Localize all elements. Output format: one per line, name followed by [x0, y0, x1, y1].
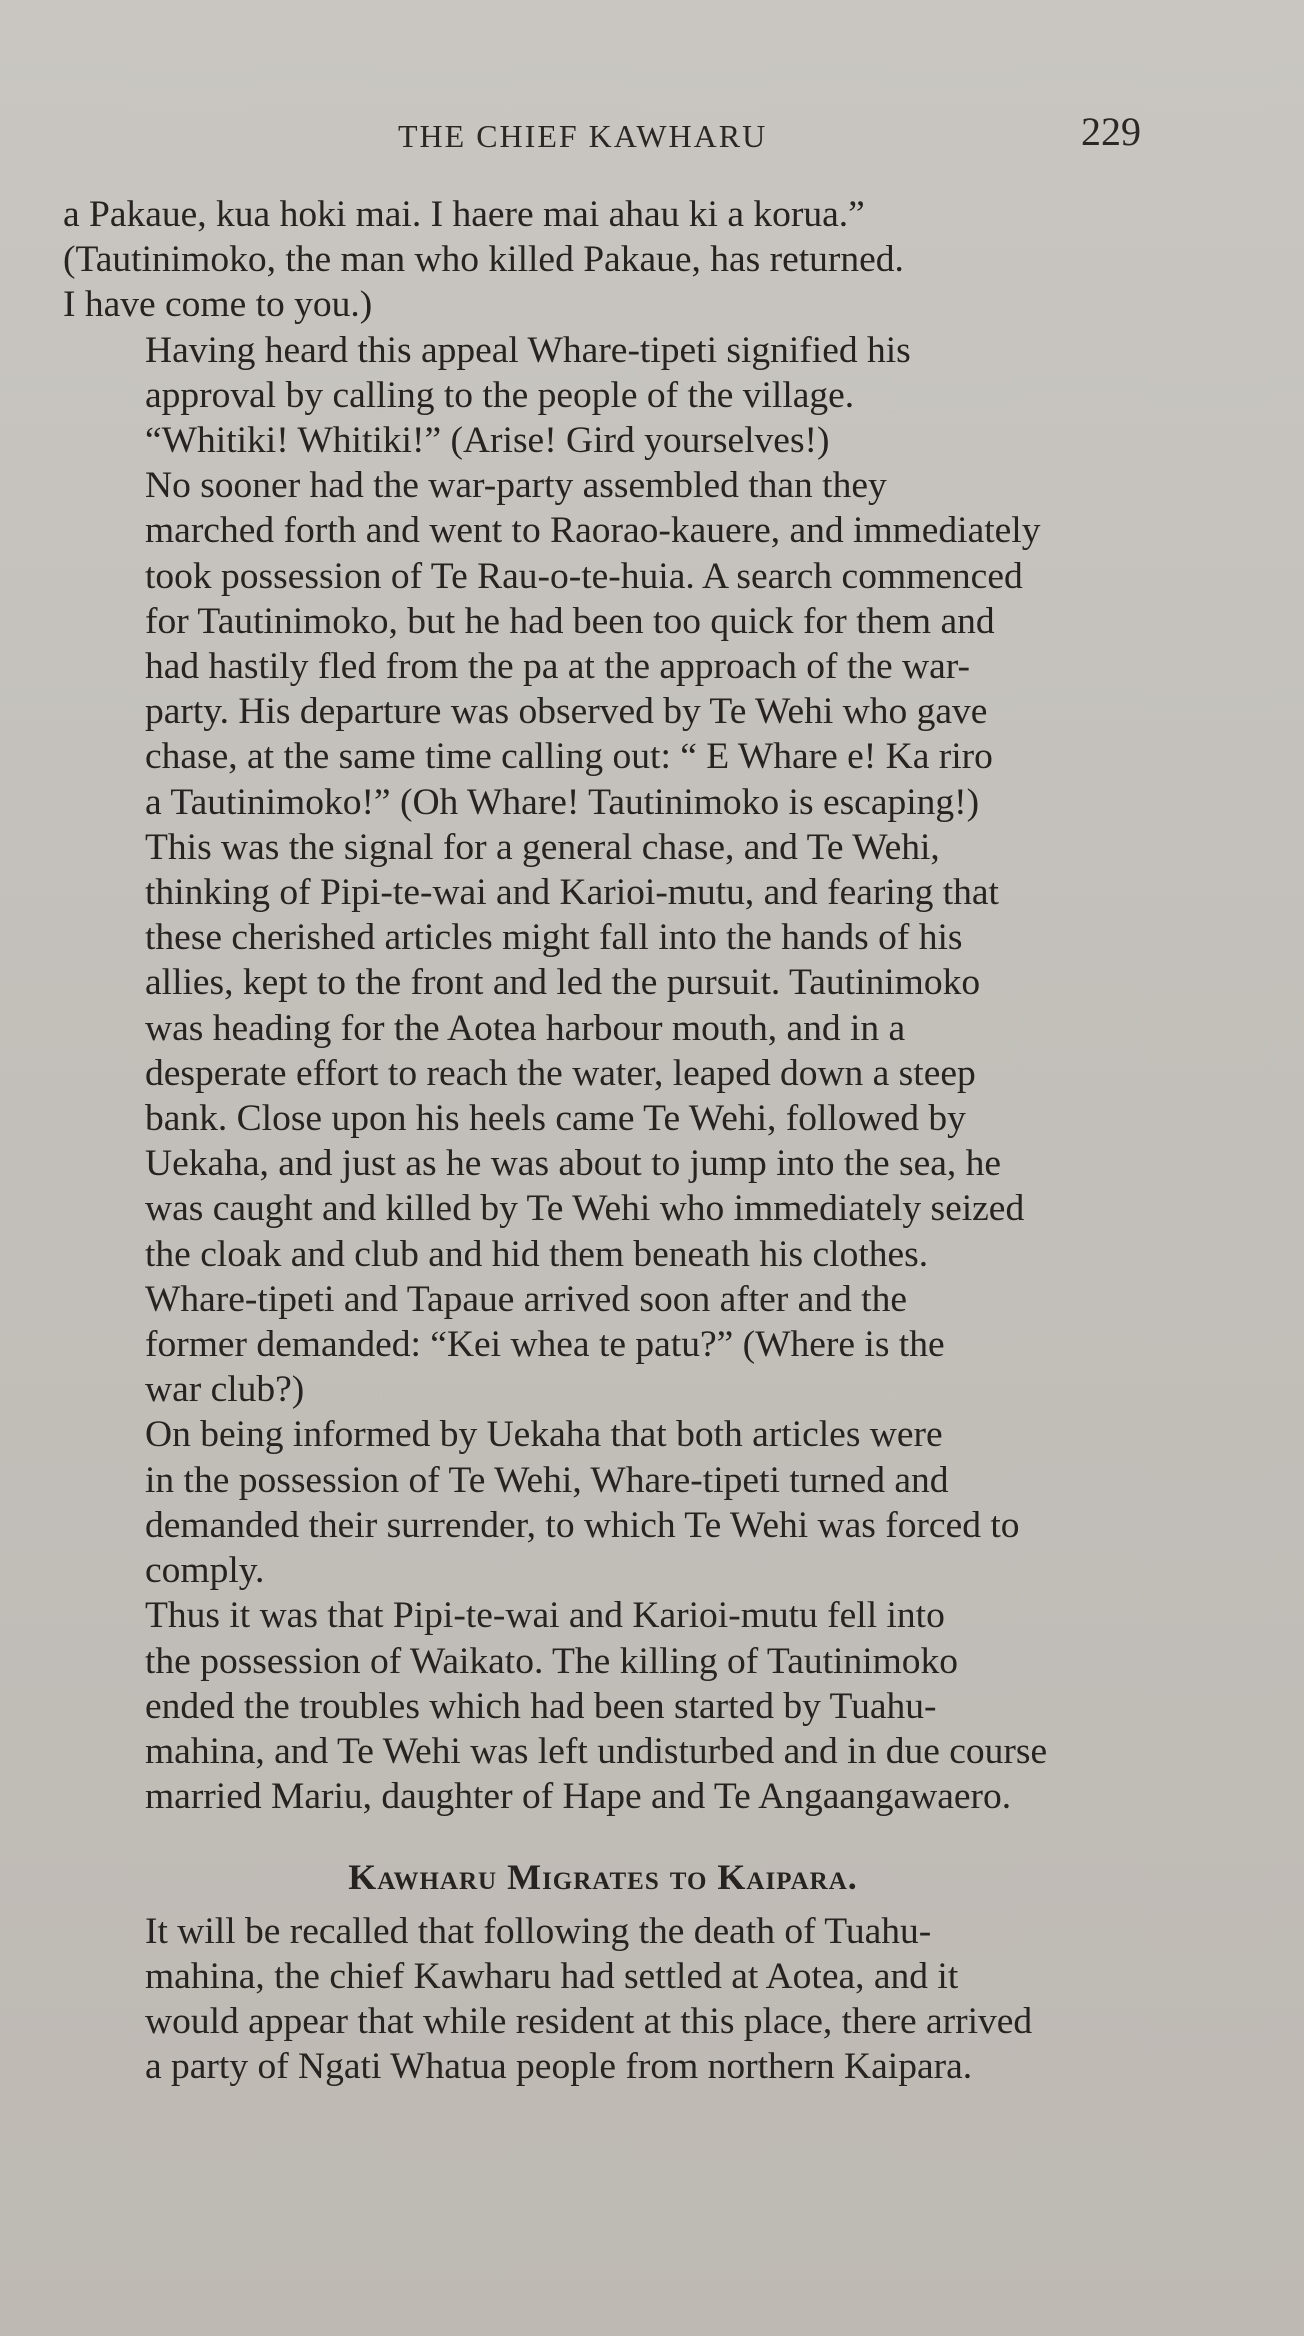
text-line: for Tautinimoko, but he had been too quick for them and [145, 600, 995, 642]
text-line: ended the troubles which had been started by Tuahu- [145, 1685, 937, 1727]
text-line: Thus it was that Pipi-te-wai and Karioi-mutu fell into [145, 1595, 945, 1637]
page-number: 229 [1081, 109, 1141, 154]
text-line: This was the signal for a general chase, and Te Wehi, [145, 826, 940, 868]
text-line: took possession of Te Rau-o-te-huia. A search commenced [145, 555, 1023, 597]
text-line: I have come to you.) [63, 284, 373, 326]
paragraph [63, 1277, 1143, 1413]
text-line: party. His departure was observed by Te Wehi who gave [145, 691, 988, 733]
paragraph [63, 328, 1143, 418]
text-line: chase, at the same time calling out: “ E Whare e! Ka riro [145, 736, 993, 778]
text-line: comply. [145, 1550, 265, 1592]
running-title: THE CHIEF KAWHARU [398, 118, 768, 154]
text-line: allies, kept to the front and led the pursuit. Tautinimoko [145, 962, 981, 1004]
text-line: (Tautinimoko, the man who killed Pakaue, has returned. [63, 239, 904, 281]
page-header [60, 108, 1140, 158]
text-line: mahina, the chief Kawharu had settled at Aotea, and it [145, 1955, 959, 1997]
paragraph [63, 418, 1143, 463]
text-line: these cherished articles might fall into the hands of his [145, 917, 963, 959]
text-line: would appear that while resident at this place, there arrived [145, 2000, 1033, 2042]
section-heading: Kawharu Migrates to Kaipara. [348, 1857, 858, 1898]
paragraph [63, 463, 1143, 825]
text-line: former demanded: “Kei whea te patu?” (Where is the [145, 1324, 945, 1366]
text-line: No sooner had the war-party assembled than they [145, 465, 887, 507]
paragraph [63, 825, 1143, 1277]
text-line: war club?) [145, 1369, 305, 1411]
text-line: bank. Close upon his heels came Te Wehi, followed by [145, 1098, 966, 1140]
text-line: It will be recalled that following the death of Tuahu- [145, 1910, 932, 1952]
text-line: Whare-tipeti and Tapaue arrived soon after and the [145, 1278, 907, 1320]
text-line: had hastily fled from the pa at the approach of the war- [145, 646, 970, 688]
text-line: a party of Ngati Whatua people from northern Kaipara. [145, 2046, 973, 2088]
text-line: married Mariu, daughter of Hape and Te Angaangawaero. [145, 1776, 1012, 1818]
text-line: Uekaha, and just as he was about to jump into the sea, he [145, 1143, 1002, 1185]
text-line: Having heard this appeal Whare-tipeti signified his [145, 329, 911, 371]
text-line: On being informed by Uekaha that both articles were [145, 1414, 943, 1456]
text-line: mahina, and Te Wehi was left undisturbed and in due course [145, 1730, 1048, 1772]
text-line: “Whitiki! Whitiki!” (Arise! Gird yourselves!) [145, 420, 830, 462]
text-line: in the possession of Te Wehi, Whare-tipeti turned and [145, 1459, 949, 1501]
text-line: was heading for the Aotea harbour mouth, and in a [145, 1007, 906, 1049]
text-line: was caught and killed by Te Wehi who immediately seized [145, 1188, 1025, 1230]
text-line: desperate effort to reach the water, leaped down a steep [145, 1052, 976, 1094]
paragraph [63, 1909, 1143, 2090]
text-line: marched forth and went to Raorao-kauere, and immediately [145, 510, 1041, 552]
text-line: the cloak and club and hid them beneath his clothes. [145, 1233, 929, 1275]
text-line: a Pakaue, kua hoki mai. I haere mai ahau ki a korua.” [63, 194, 865, 235]
paragraph-continuation [63, 192, 1143, 328]
paragraph [63, 1412, 1143, 1593]
paragraph [63, 1593, 1143, 1819]
text-line: demanded their surrender, to which Te Wehi was forced to [145, 1504, 1020, 1546]
text-line: a Tautinimoko!” (Oh Whare! Tautinimoko is escaping!) [145, 781, 980, 823]
text-line: approval by calling to the people of the village. [145, 374, 855, 416]
text-line: thinking of Pipi-te-wai and Karioi-mutu, and fearing that [145, 872, 999, 914]
body-text [63, 192, 1143, 2089]
text-line: the possession of Waikato. The killing of Tautinimoko [145, 1640, 959, 1682]
